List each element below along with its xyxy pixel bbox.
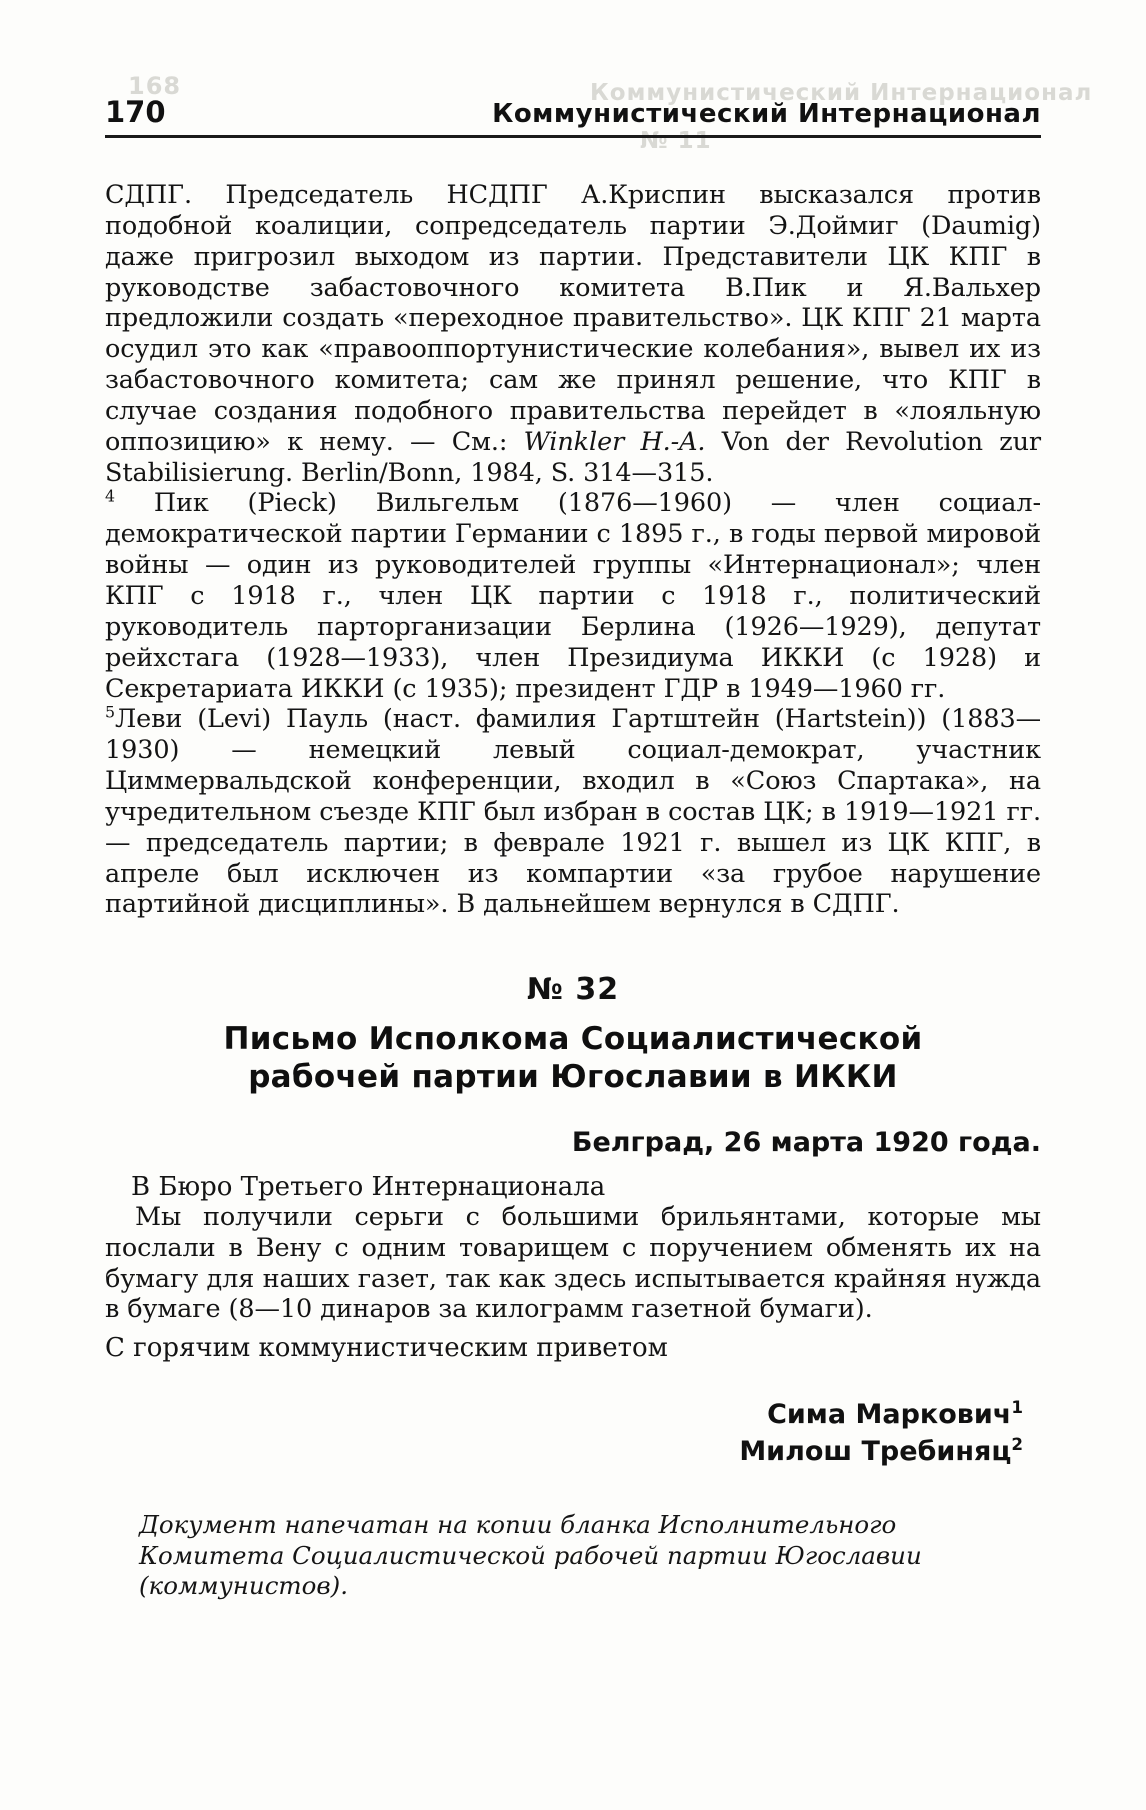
citation-tail: Von der Revolution zur Stabilisierung. Berlin/Bonn, 1984, S. 314—315. [105,426,1041,488]
closing-line: С горячим коммунистическим приветом [105,1333,668,1364]
signature-row [105,1434,1023,1470]
page-header [105,95,1041,138]
running-title: Коммунистический Интернационал [492,99,1041,129]
continuation-paragraph [105,180,1041,488]
salutation: В Бюро Третьего Интернационала [131,1171,606,1202]
ghost-page-number: 168 [128,72,182,100]
page-number: 170 [105,95,166,129]
footnote-4 [105,488,1041,704]
footnote-5 [105,704,1041,920]
body-column [105,180,1041,1602]
citation-author: Winkler H.-A. [523,426,706,457]
ghost-running-title: Коммунистический Интернационал [590,80,1093,106]
footnote-5-text: Леви (Levi) Пауль (наст. фамилия Гартштейн (Hartstein)) (1883—1930) — немецкий левый социал-демократ, участник Циммервальдской конференции, входил в «Союз Спартака», на учредительном съезде КПГ был избран в состав ЦК; в 1919—1921 гг. — председатель партии; в феврале 1921 г. вышел из ЦК КПГ, в апреле был исключен из компартии «за грубое нарушение партийной дисциплины». В дальнейшем вернулся в СДПГ. [105,704,1041,920]
archival-note: Документ напечатан на копии бланка Исполнительного Комитета Социалистической рабочей партии Югославии (коммунистов). [139,1510,922,1601]
document-title [105,1021,1041,1097]
dateline: Белград, 26 марта 1920 года. [571,1126,1041,1158]
signature-block [105,1397,1041,1470]
signature-footnote-marker: 1 [1011,1397,1023,1418]
signature-footnote-marker: 2 [1011,1433,1023,1454]
signature-name: Сима Маркович [767,1399,1012,1431]
ghost-section-number: № 11 [640,128,712,154]
signature-row [105,1397,1023,1433]
document-title-line-2: рабочей партии Югославии в ИККИ [248,1059,898,1096]
document-title-line-1: Письмо Исполкома Социалистической [223,1021,923,1058]
footnote-4-marker: 4 [105,486,115,506]
signature-name: Милош Требиняц [739,1435,1012,1467]
footnote-5-marker: 5 [105,702,115,722]
letter-paragraph: Мы получили серьги с большими брильянтами, которые мы послали в Вену с одним товарищем с поручением обменять их на бумагу для наших газет, так как здесь испытывается крайняя нужда в бумаге (8—10 динаров за килограмм газетной бумаги). [105,1201,1041,1325]
document-number: № 32 [526,972,620,1008]
continuation-text: СДПГ. Председатель НСДПГ А.Криспин высказался против подобной коалиции, сопредседатель партии Э.Доймиг (Daumig) даже пригрозил выходом из партии. Представители ЦК КПГ в руководстве забастовочного комитета В.Пик и Я.Вальхер предложили создать «переходное правительство». ЦК КПГ 21 марта осудил это как «правооппортунистические колебания», вывел их из забастовочного комитета; сам же принял решение, что КПГ в случае создания подобного правительства перейдет в «лояльную оппозицию» к нему. — См.: [105,180,1041,457]
footnote-4-text: Пик (Pieck) Вильгельм (1876—1960) — член социал-демократической партии Германии с 1895 г., в годы первой мировой войны — один из руководителей группы «Интернационал»; член КПГ с 1918 г., член ЦК партии с 1918 г., политический руководитель парторганизации Берлина (1926—1929), депутат рейхстага (1928—1933), член Президиума ИККИ (с 1928) и Секретариата ИККИ (с 1935); президент ГДР в 1949—1960 гг. [105,488,1041,704]
